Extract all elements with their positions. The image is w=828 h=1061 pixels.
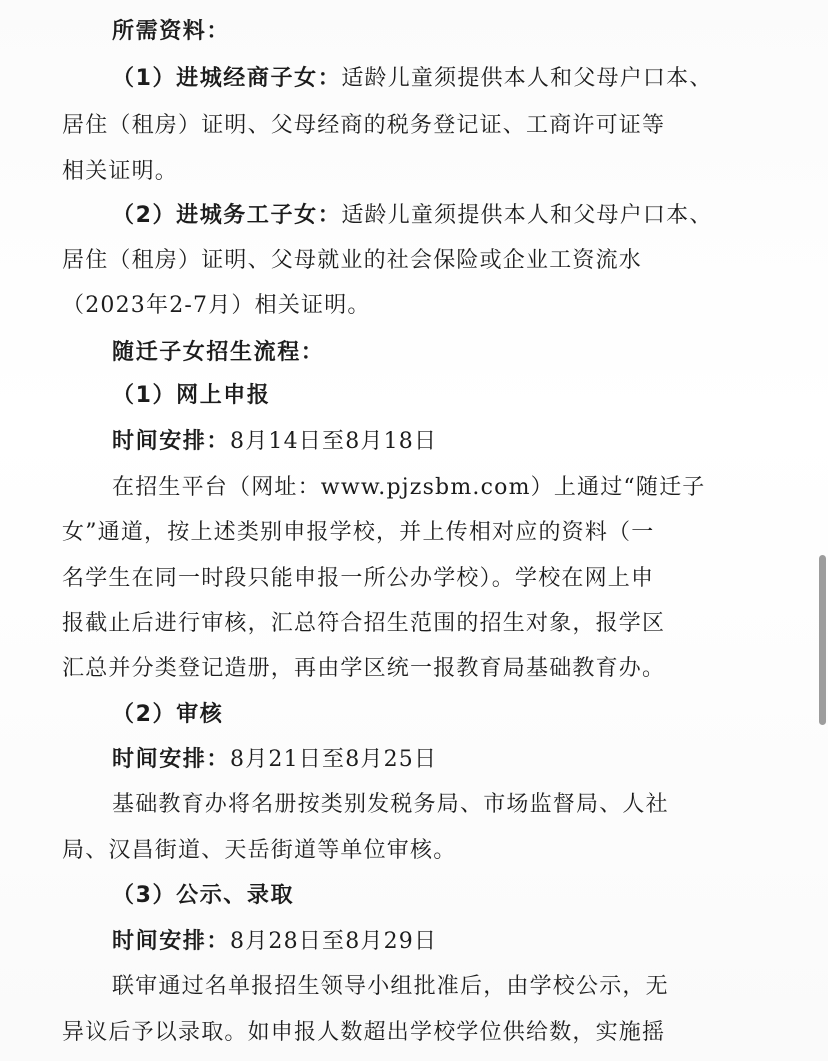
step2-time: 8月21日至8月25日 bbox=[230, 747, 438, 772]
step2-paragraph-line2: 局、汉昌街道、天岳街道等单位审核。 bbox=[62, 838, 457, 863]
step2-paragraph-line1: 基础教育办将名册按类别发税务局、市场监督局、人社 bbox=[112, 792, 669, 817]
step2-schedule bbox=[112, 745, 437, 775]
step3-paragraph-line2: 异议后予以录取。如申报人数超出学校学位供给数，实施摇 bbox=[62, 1020, 666, 1045]
step1-paragraph-line4: 报截止后进行审核，汇总符合招生范围的招生对象，报学区 bbox=[62, 611, 666, 636]
item1-line1 bbox=[112, 64, 713, 94]
step3-paragraph-line1: 联审通过名单报招生领导小组批准后，由学校公示，无 bbox=[112, 974, 669, 999]
item2-line1 bbox=[112, 201, 713, 231]
step3-schedule bbox=[112, 927, 437, 957]
step1-time: 8月14日至8月18日 bbox=[230, 429, 438, 454]
item1-line3: 相关证明。 bbox=[62, 159, 179, 184]
step1-title: （1）网上申报 bbox=[112, 383, 271, 408]
step1-paragraph-line3: 名学生在同一时段只能申报一所公办学校）。学校在网上申 bbox=[62, 566, 655, 591]
scrollbar-thumb[interactable] bbox=[819, 555, 826, 725]
process-heading: 随迁子女招生流程： bbox=[112, 340, 325, 365]
step3-time: 8月28日至8月29日 bbox=[230, 929, 438, 954]
item1-line2: 居住（租房）证明、父母经商的税务登记证、工商许可证等 bbox=[62, 113, 666, 138]
item2-line3: （2023年2-7月）相关证明。 bbox=[62, 293, 371, 318]
step1-schedule bbox=[112, 427, 437, 457]
schedule-label: 时间安排： bbox=[112, 747, 231, 772]
step1-paragraph-line2: 女”通道，按上述类别申报学校，并上传相对应的资料（一 bbox=[62, 520, 655, 545]
item1-text: 适龄儿童须提供本人和父母户口本、 bbox=[341, 66, 713, 91]
step1-paragraph-line1: 在招生平台（网址：www.pjzsbm.com）上通过“随迁子 bbox=[112, 475, 706, 500]
step3-title: （3）公示、录取 bbox=[112, 883, 295, 908]
step1-paragraph-line5: 汇总并分类登记造册，再由学区统一报教育局基础教育办。 bbox=[62, 656, 666, 681]
item2-label: （2）进城务工子女： bbox=[112, 203, 342, 228]
step2-title: （2）审核 bbox=[112, 702, 224, 727]
materials-heading: 所需资料： bbox=[112, 19, 231, 44]
schedule-label: 时间安排： bbox=[112, 429, 231, 454]
schedule-label: 时间安排： bbox=[112, 929, 231, 954]
item2-text: 适龄儿童须提供本人和父母户口本、 bbox=[341, 203, 713, 228]
item1-label: （1）进城经商子女： bbox=[112, 66, 342, 91]
item2-line2: 居住（租房）证明、父母就业的社会保险或企业工资流水 bbox=[62, 248, 643, 273]
